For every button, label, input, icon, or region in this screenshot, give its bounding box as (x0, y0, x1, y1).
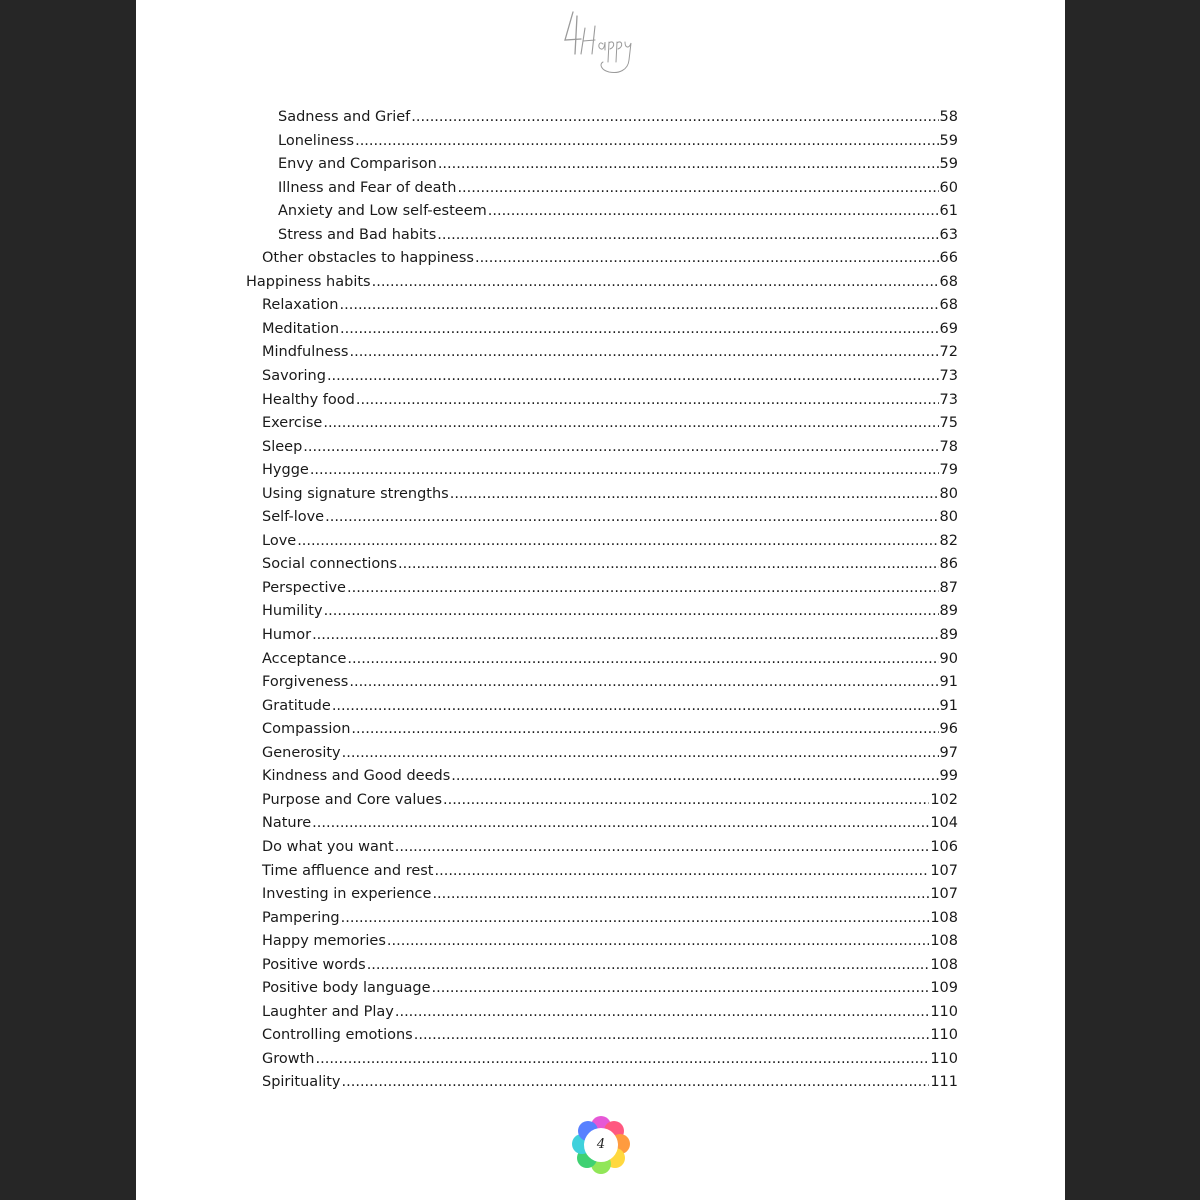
toc-entry-title: Social connections (262, 556, 398, 573)
toc-entry-title: Happiness habits (246, 273, 371, 290)
toc-entry-page-number: 89 (939, 627, 958, 644)
toc-dot-leader (342, 1071, 930, 1095)
toc-dot-leader (327, 365, 939, 389)
toc-entry[interactable] (136, 247, 1065, 271)
toc-entry-title: Perspective (262, 579, 346, 596)
toc-dot-leader (312, 812, 929, 836)
toc-dot-leader (488, 200, 939, 224)
toc-entry-title: Exercise (262, 415, 323, 432)
toc-entry-page-number: 66 (939, 250, 958, 267)
toc-entry-page-number: 91 (939, 697, 958, 714)
toc-entry-title: Pampering (262, 909, 340, 926)
toc-entry-page-number: 86 (939, 556, 958, 573)
toc-entry[interactable] (136, 883, 1065, 907)
page-number: 4 (596, 1137, 606, 1152)
toc-dot-leader (310, 459, 939, 483)
toc-entry-title: Healthy food (262, 391, 355, 408)
toc-dot-leader (347, 648, 938, 672)
toc-dot-leader (475, 247, 939, 271)
toc-dot-leader (297, 530, 938, 554)
toc-entry[interactable] (136, 765, 1065, 789)
toc-dot-leader (340, 294, 939, 318)
toc-entry-page-number: 75 (939, 415, 958, 432)
page-number-badge (569, 1113, 633, 1177)
toc-entry[interactable] (136, 483, 1065, 507)
toc-entry-page-number: 63 (939, 226, 958, 243)
toc-dot-leader (443, 789, 929, 813)
toc-entry-title: Humor (262, 627, 312, 644)
toc-entry-title: Gratitude (262, 697, 331, 714)
toc-entry-title: Self-love (262, 509, 325, 526)
toc-entry-page-number: 111 (930, 1074, 958, 1091)
toc-entry[interactable] (136, 648, 1065, 672)
toc-entry[interactable] (136, 130, 1065, 154)
toc-entry-title: Using signature strengths (262, 485, 449, 502)
toc-entry[interactable] (136, 954, 1065, 978)
toc-entry[interactable] (136, 436, 1065, 460)
toc-entry-title: Happy memories (262, 933, 386, 950)
toc-entry[interactable] (136, 860, 1065, 884)
toc-dot-leader (324, 600, 939, 624)
toc-entry-title: Growth (262, 1050, 315, 1067)
toc-dot-leader (450, 483, 939, 507)
toc-entry[interactable] (136, 459, 1065, 483)
toc-entry[interactable] (136, 930, 1065, 954)
document-page (136, 0, 1065, 1200)
handwritten-4happy-logo (559, 6, 641, 76)
toc-entry-page-number: 108 (930, 956, 958, 973)
toc-entry[interactable] (136, 271, 1065, 295)
table-of-contents (136, 106, 1065, 1095)
toc-entry-title: Savoring (262, 368, 326, 385)
toc-entry-title: Mindfulness (262, 344, 349, 361)
toc-dot-leader (432, 977, 930, 1001)
toc-entry-page-number: 82 (939, 532, 958, 549)
toc-entry-title: Sadness and Grief (278, 109, 411, 125)
toc-entry-page-number: 73 (939, 391, 958, 408)
toc-dot-leader (340, 318, 939, 342)
toc-entry[interactable] (136, 318, 1065, 342)
toc-entry[interactable] (136, 294, 1065, 318)
toc-dot-leader (372, 271, 939, 295)
toc-entry[interactable] (136, 907, 1065, 931)
toc-entry-title: Meditation (262, 320, 340, 337)
toc-entry-title: Other obstacles to happiness (262, 250, 474, 267)
toc-dot-leader (451, 765, 938, 789)
toc-entry-page-number: 99 (939, 768, 958, 785)
toc-entry-page-number: 108 (930, 909, 958, 926)
toc-entry-page-number: 87 (939, 579, 958, 596)
toc-dot-leader (411, 106, 938, 130)
toc-entry[interactable] (136, 577, 1065, 601)
toc-entry-title: Spirituality (262, 1074, 341, 1091)
toc-dot-leader (395, 1001, 929, 1025)
toc-entry-page-number: 104 (930, 815, 958, 832)
toc-entry-page-number: 89 (939, 603, 958, 620)
toc-dot-leader (432, 883, 929, 907)
toc-entry-title: Hygge (262, 462, 309, 479)
toc-dot-leader (398, 553, 939, 577)
toc-entry-title: Positive words (262, 956, 366, 973)
toc-entry-page-number: 108 (930, 933, 958, 950)
toc-entry-title: Illness and Fear of death (278, 179, 457, 196)
toc-entry[interactable] (136, 718, 1065, 742)
toc-entry-page-number: 91 (939, 674, 958, 691)
toc-entry-title: Do what you want (262, 838, 394, 855)
toc-entry-title: Time affluence and rest (262, 862, 434, 879)
toc-entry-title: Anxiety and Low self-esteem (278, 203, 487, 220)
toc-entry-page-number: 79 (939, 462, 958, 479)
toc-entry[interactable] (136, 1048, 1065, 1072)
toc-entry-page-number: 58 (939, 109, 958, 125)
toc-dot-leader (325, 506, 938, 530)
toc-entry-title: Acceptance (262, 650, 347, 667)
toc-dot-leader (316, 1048, 930, 1072)
toc-entry-page-number: 61 (939, 203, 958, 220)
toc-entry-page-number: 69 (939, 320, 958, 337)
toc-entry[interactable] (136, 200, 1065, 224)
toc-dot-leader (312, 624, 938, 648)
toc-entry[interactable] (136, 836, 1065, 860)
toc-entry[interactable] (136, 341, 1065, 365)
toc-entry[interactable] (136, 1001, 1065, 1025)
toc-entry[interactable] (136, 177, 1065, 201)
toc-entry-page-number: 110 (930, 1003, 958, 1020)
toc-entry-page-number: 80 (939, 485, 958, 502)
toc-dot-leader (355, 130, 938, 154)
toc-entry-page-number: 80 (939, 509, 958, 526)
toc-entry[interactable] (136, 1071, 1065, 1095)
toc-entry[interactable] (136, 412, 1065, 436)
toc-entry-title: Envy and Comparison (278, 156, 437, 173)
toc-entry[interactable] (136, 530, 1065, 554)
toc-dot-leader (349, 671, 938, 695)
toc-entry-page-number: 97 (939, 744, 958, 761)
toc-entry[interactable] (136, 224, 1065, 248)
toc-entry-page-number: 107 (930, 886, 958, 903)
toc-entry-title: Nature (262, 815, 312, 832)
toc-entry-page-number: 90 (939, 650, 958, 667)
toc-entry[interactable] (136, 389, 1065, 413)
toc-entry-title: Humility (262, 603, 323, 620)
toc-entry-page-number: 106 (930, 838, 958, 855)
toc-entry-title: Forgiveness (262, 674, 349, 691)
toc-entry-page-number: 110 (930, 1027, 958, 1044)
toc-entry-page-number: 110 (930, 1050, 958, 1067)
toc-entry-page-number: 59 (939, 156, 958, 173)
toc-entry-page-number: 68 (939, 297, 958, 314)
toc-entry-page-number: 102 (930, 791, 958, 808)
toc-entry[interactable] (136, 1024, 1065, 1048)
toc-dot-leader (367, 954, 930, 978)
toc-entry-title: Generosity (262, 744, 341, 761)
toc-entry-page-number: 96 (939, 721, 958, 738)
toc-entry-title: Loneliness (278, 132, 355, 149)
toc-dot-leader (347, 577, 939, 601)
toc-entry-title: Kindness and Good deeds (262, 768, 451, 785)
toc-entry-page-number: 72 (939, 344, 958, 361)
toc-entry-title: Purpose and Core values (262, 791, 443, 808)
toc-dot-leader (349, 341, 938, 365)
toc-dot-leader (457, 177, 938, 201)
toc-entry[interactable] (136, 106, 1065, 130)
toc-entry[interactable] (136, 365, 1065, 389)
toc-entry-page-number: 73 (939, 368, 958, 385)
toc-entry[interactable] (136, 506, 1065, 530)
toc-entry[interactable] (136, 153, 1065, 177)
toc-entry-page-number: 107 (930, 862, 958, 879)
toc-dot-leader (356, 389, 939, 413)
toc-entry-title: Compassion (262, 721, 351, 738)
toc-entry-page-number: 109 (930, 980, 958, 997)
toc-dot-leader (414, 1024, 930, 1048)
toc-dot-leader (395, 836, 930, 860)
toc-dot-leader (303, 436, 938, 460)
toc-entry[interactable] (136, 789, 1065, 813)
toc-dot-leader (342, 742, 939, 766)
toc-dot-leader (435, 860, 930, 884)
toc-entry[interactable] (136, 742, 1065, 766)
toc-entry[interactable] (136, 812, 1065, 836)
toc-entry-page-number: 59 (939, 132, 958, 149)
toc-entry-page-number: 78 (939, 438, 958, 455)
toc-entry-title: Laughter and Play (262, 1003, 394, 1020)
toc-entry-title: Investing in experience (262, 886, 432, 903)
toc-entry[interactable] (136, 695, 1065, 719)
toc-entry-title: Positive body language (262, 980, 431, 997)
toc-dot-leader (332, 695, 939, 719)
toc-entry[interactable] (136, 977, 1065, 1001)
toc-entry[interactable] (136, 553, 1065, 577)
toc-dot-leader (341, 907, 930, 931)
toc-dot-leader (437, 224, 938, 248)
toc-entry-title: Stress and Bad habits (278, 226, 437, 243)
toc-dot-leader (387, 930, 929, 954)
toc-entry[interactable] (136, 600, 1065, 624)
toc-entry-title: Controlling emotions (262, 1027, 413, 1044)
toc-entry[interactable] (136, 671, 1065, 695)
toc-entry[interactable] (136, 624, 1065, 648)
toc-dot-leader (351, 718, 938, 742)
toc-dot-leader (438, 153, 939, 177)
toc-dot-leader (323, 412, 938, 436)
toc-entry-title: Sleep (262, 438, 303, 455)
toc-entry-page-number: 60 (939, 179, 958, 196)
toc-entry-title: Love (262, 532, 297, 549)
toc-entry-page-number: 68 (939, 273, 958, 290)
toc-entry-title: Relaxation (262, 297, 339, 314)
